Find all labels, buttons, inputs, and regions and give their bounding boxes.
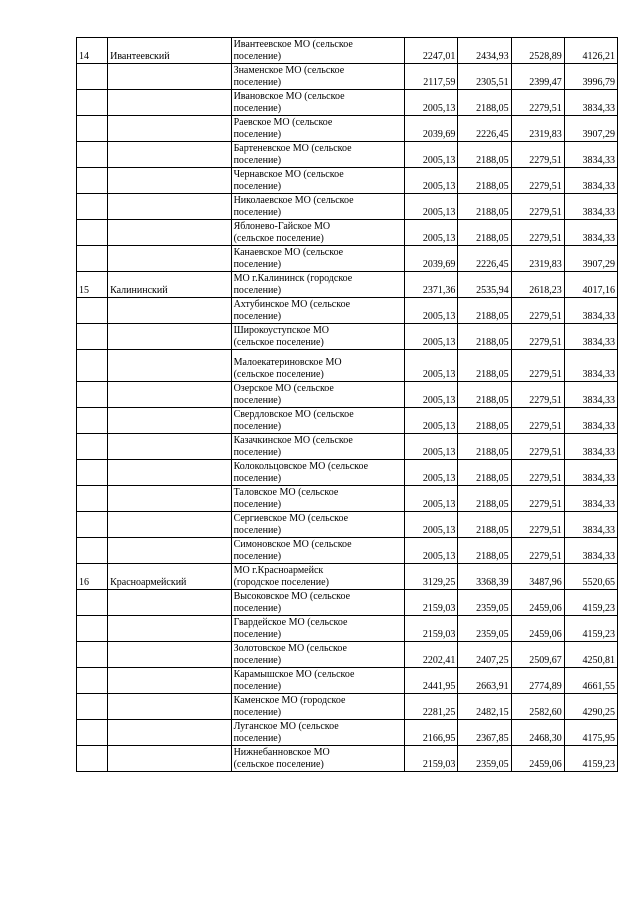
table-row (77, 408, 618, 434)
row-number-cell (77, 460, 108, 486)
municipality-name-line: поселение) (233, 733, 282, 744)
row-number-cell: 14 (77, 38, 108, 64)
municipality-name-line: Гвардейское МО (сельское (233, 617, 348, 628)
municipality-name-line: поселение) (233, 395, 282, 406)
municipality-cell (231, 668, 405, 694)
row-number-cell (77, 538, 108, 564)
value-cell-2: 2188,05 (458, 408, 511, 434)
municipality-name-line: поселение) (233, 129, 282, 140)
value-cell-4: 3834,33 (564, 350, 617, 382)
value-cell-2: 2188,05 (458, 434, 511, 460)
district-cell (108, 350, 231, 382)
municipality-cell (231, 538, 405, 564)
table-row (77, 324, 618, 350)
value-cell-2: 2226,45 (458, 116, 511, 142)
value-cell-3: 2279,51 (511, 538, 564, 564)
value-cell-3: 2279,51 (511, 298, 564, 324)
value-cell-3: 2279,51 (511, 382, 564, 408)
table-row (77, 142, 618, 168)
municipality-name-line: поселение) (233, 681, 282, 692)
municipality-cell (231, 486, 405, 512)
value-cell-3: 2279,51 (511, 350, 564, 382)
value-cell-1: 2005,13 (405, 142, 458, 168)
value-cell-3: 2618,23 (511, 272, 564, 298)
municipality-cell (231, 434, 405, 460)
municipality-name-line: (сельское поселение) (233, 759, 324, 770)
row-number-cell (77, 408, 108, 434)
row-number-cell (77, 668, 108, 694)
row-number-cell (77, 142, 108, 168)
value-cell-2: 2226,45 (458, 246, 511, 272)
value-cell-4: 3834,33 (564, 538, 617, 564)
value-cell-3: 2279,51 (511, 408, 564, 434)
row-number-cell (77, 512, 108, 538)
table-body (77, 38, 618, 772)
value-cell-1: 3129,25 (405, 564, 458, 590)
table-row (77, 220, 618, 246)
value-cell-3: 2279,51 (511, 512, 564, 538)
value-cell-2: 2359,05 (458, 616, 511, 642)
municipality-name-line: Знаменское МО (сельское (233, 65, 345, 76)
table-row (77, 350, 618, 382)
value-cell-1: 2441,95 (405, 668, 458, 694)
municipality-cell (231, 460, 405, 486)
municipality-name-line: Карамышское МО (сельское (233, 669, 355, 680)
value-cell-4: 3834,33 (564, 486, 617, 512)
value-cell-4: 3834,33 (564, 194, 617, 220)
district-cell (108, 382, 231, 408)
municipality-name-line: поселение) (233, 77, 282, 88)
value-cell-1: 2039,69 (405, 246, 458, 272)
row-number-cell (77, 90, 108, 116)
table-row (77, 486, 618, 512)
municipality-cell (231, 564, 405, 590)
municipality-cell (231, 512, 405, 538)
value-cell-4: 3834,33 (564, 408, 617, 434)
table-row (77, 460, 618, 486)
value-cell-2: 2663,91 (458, 668, 511, 694)
municipality-cell (231, 350, 405, 382)
table-row (77, 694, 618, 720)
municipality-cell (231, 324, 405, 350)
district-cell (108, 460, 231, 486)
district-cell (108, 694, 231, 720)
district-cell (108, 512, 231, 538)
district-cell (108, 64, 231, 90)
value-cell-3: 2459,06 (511, 616, 564, 642)
value-cell-2: 2367,85 (458, 720, 511, 746)
municipality-name-line: поселение) (233, 285, 282, 296)
municipality-name-line: поселение) (233, 655, 282, 666)
table-row (77, 64, 618, 90)
value-cell-3: 2279,51 (511, 90, 564, 116)
row-number-cell (77, 382, 108, 408)
value-cell-2: 2188,05 (458, 142, 511, 168)
municipality-name-line: Озерское МО (сельское (233, 383, 334, 394)
row-number-cell (77, 694, 108, 720)
district-cell (108, 590, 231, 616)
value-cell-2: 2188,05 (458, 460, 511, 486)
row-number-cell (77, 220, 108, 246)
municipality-name-line: поселение) (233, 311, 282, 322)
value-cell-3: 2279,51 (511, 194, 564, 220)
value-cell-1: 2005,13 (405, 512, 458, 538)
table-row (77, 116, 618, 142)
row-number-cell (77, 616, 108, 642)
value-cell-1: 2005,13 (405, 298, 458, 324)
value-cell-1: 2005,13 (405, 324, 458, 350)
value-cell-4: 4159,23 (564, 616, 617, 642)
municipality-cell (231, 246, 405, 272)
municipality-name-line: Колокольцовское МО (сельское (233, 461, 369, 472)
municipality-name-line: Свердловское МО (сельское (233, 409, 354, 420)
district-cell (108, 538, 231, 564)
value-cell-2: 2188,05 (458, 194, 511, 220)
table-row (77, 434, 618, 460)
table-row (77, 720, 618, 746)
municipality-name-line: поселение) (233, 421, 282, 432)
municipality-name-line: поселение) (233, 259, 282, 270)
value-cell-4: 4159,23 (564, 590, 617, 616)
table-row (77, 616, 618, 642)
value-cell-3: 2468,30 (511, 720, 564, 746)
value-cell-1: 2005,13 (405, 168, 458, 194)
district-cell (108, 616, 231, 642)
value-cell-1: 2005,13 (405, 194, 458, 220)
row-number-cell (77, 246, 108, 272)
municipality-name-line: поселение) (233, 181, 282, 192)
value-cell-3: 2459,06 (511, 746, 564, 772)
municipality-name-line: поселение) (233, 499, 282, 510)
municipality-name-line: МО г.Красноармейск (233, 565, 324, 576)
district-cell (108, 668, 231, 694)
district-cell: Красноармейский (108, 564, 231, 590)
municipality-name-line: МО г.Калининск (городское (233, 273, 353, 284)
district-cell (108, 486, 231, 512)
value-cell-3: 2509,67 (511, 642, 564, 668)
value-cell-3: 2279,51 (511, 220, 564, 246)
row-number-cell (77, 168, 108, 194)
value-cell-4: 4175,95 (564, 720, 617, 746)
value-cell-3: 2279,51 (511, 486, 564, 512)
district-cell (108, 194, 231, 220)
value-cell-2: 3368,39 (458, 564, 511, 590)
value-cell-4: 3834,33 (564, 90, 617, 116)
row-number-cell (77, 642, 108, 668)
value-cell-1: 2159,03 (405, 616, 458, 642)
district-cell (108, 324, 231, 350)
table-row (77, 168, 618, 194)
value-cell-3: 2279,51 (511, 460, 564, 486)
district-cell (108, 434, 231, 460)
value-cell-3: 2279,51 (511, 168, 564, 194)
municipality-name-line: Ивановское МО (сельское (233, 91, 345, 102)
value-cell-3: 2279,51 (511, 324, 564, 350)
value-cell-3: 3487,96 (511, 564, 564, 590)
municipality-name-line: (городское поселение) (233, 577, 329, 588)
municipality-name-line: поселение) (233, 473, 282, 484)
municipality-cell (231, 616, 405, 642)
district-cell (108, 720, 231, 746)
table-row (77, 746, 618, 772)
municipality-name-line: поселение) (233, 447, 282, 458)
municipality-name-line: поселение) (233, 707, 282, 718)
value-cell-4: 3834,33 (564, 298, 617, 324)
municipality-name-line: (сельское поселение) (233, 369, 324, 380)
municipality-name-line: Казачкинское МО (сельское (233, 435, 353, 446)
tariff-table (76, 37, 618, 772)
municipality-name-line: поселение) (233, 525, 282, 536)
value-cell-2: 2188,05 (458, 486, 511, 512)
municipality-name-line: Широкоуступское МО (233, 325, 329, 336)
value-cell-4: 3996,79 (564, 64, 617, 90)
value-cell-4: 4290,25 (564, 694, 617, 720)
municipality-name-line: Высоковское МО (сельское (233, 591, 351, 602)
municipality-cell (231, 694, 405, 720)
municipality-name-line: Ахтубинское МО (сельское (233, 299, 351, 310)
municipality-cell (231, 142, 405, 168)
district-cell (108, 168, 231, 194)
municipality-cell (231, 746, 405, 772)
municipality-cell (231, 382, 405, 408)
value-cell-2: 2188,05 (458, 350, 511, 382)
row-number-cell (77, 64, 108, 90)
value-cell-4: 3834,33 (564, 220, 617, 246)
table-row (77, 246, 618, 272)
district-cell: Калининский (108, 272, 231, 298)
value-cell-3: 2459,06 (511, 590, 564, 616)
value-cell-2: 2188,05 (458, 512, 511, 538)
table-row (77, 668, 618, 694)
row-number-cell (77, 746, 108, 772)
municipality-name-line: Луганское МО (сельское (233, 721, 339, 732)
municipality-name-line: Канаевское МО (сельское (233, 247, 344, 258)
municipality-name-line: Каменское МО (городское (233, 695, 346, 706)
municipality-name-line: поселение) (233, 207, 282, 218)
value-cell-3: 2279,51 (511, 434, 564, 460)
value-cell-1: 2371,36 (405, 272, 458, 298)
district-cell (108, 116, 231, 142)
municipality-name-line: Чернавское МО (сельское (233, 169, 344, 180)
municipality-name-line: Золотовское МО (сельское (233, 643, 347, 654)
municipality-name-line: поселение) (233, 103, 282, 114)
municipality-name-line: Нижнебанновское МО (233, 747, 330, 758)
value-cell-3: 2279,51 (511, 142, 564, 168)
table-row (77, 538, 618, 564)
district-cell (108, 90, 231, 116)
value-cell-4: 3834,33 (564, 142, 617, 168)
value-cell-2: 2188,05 (458, 538, 511, 564)
value-cell-2: 2482,15 (458, 694, 511, 720)
value-cell-4: 3907,29 (564, 246, 617, 272)
value-cell-1: 2247,01 (405, 38, 458, 64)
row-number-cell (77, 720, 108, 746)
value-cell-3: 2319,83 (511, 246, 564, 272)
municipality-name-line: Ивантеевское МО (сельское (233, 39, 353, 50)
district-cell (108, 220, 231, 246)
value-cell-3: 2582,60 (511, 694, 564, 720)
value-cell-1: 2159,03 (405, 746, 458, 772)
value-cell-1: 2005,13 (405, 90, 458, 116)
municipality-name-line: Бартеневское МО (сельское (233, 143, 352, 154)
table-row (77, 382, 618, 408)
municipality-name-line: поселение) (233, 629, 282, 640)
value-cell-4: 3834,33 (564, 382, 617, 408)
value-cell-2: 2188,05 (458, 220, 511, 246)
municipality-cell (231, 90, 405, 116)
municipality-name-line: поселение) (233, 155, 282, 166)
district-cell: Ивантеевский (108, 38, 231, 64)
value-cell-1: 2005,13 (405, 460, 458, 486)
municipality-cell (231, 642, 405, 668)
table-row (77, 512, 618, 538)
district-cell (108, 298, 231, 324)
value-cell-2: 2359,05 (458, 590, 511, 616)
value-cell-4: 3834,33 (564, 512, 617, 538)
value-cell-4: 3907,29 (564, 116, 617, 142)
value-cell-3: 2774,89 (511, 668, 564, 694)
value-cell-2: 2535,94 (458, 272, 511, 298)
value-cell-1: 2005,13 (405, 220, 458, 246)
value-cell-4: 4017,16 (564, 272, 617, 298)
value-cell-1: 2005,13 (405, 382, 458, 408)
municipality-cell (231, 116, 405, 142)
value-cell-1: 2281,25 (405, 694, 458, 720)
municipality-name-line: Николаевское МО (сельское (233, 195, 354, 206)
value-cell-4: 4250,81 (564, 642, 617, 668)
municipality-name-line: Сергиевское МО (сельское (233, 513, 349, 524)
municipality-name-line: Раевское МО (сельское (233, 117, 333, 128)
value-cell-4: 3834,33 (564, 434, 617, 460)
district-cell (108, 642, 231, 668)
value-cell-4: 5520,65 (564, 564, 617, 590)
municipality-name-line: (сельское поселение) (233, 337, 324, 348)
table-row (77, 642, 618, 668)
value-cell-2: 2188,05 (458, 168, 511, 194)
row-number-cell (77, 194, 108, 220)
value-cell-4: 3834,33 (564, 168, 617, 194)
value-cell-2: 2188,05 (458, 324, 511, 350)
row-number-cell (77, 486, 108, 512)
value-cell-3: 2528,89 (511, 38, 564, 64)
municipality-cell (231, 298, 405, 324)
municipality-cell (231, 168, 405, 194)
municipality-cell (231, 720, 405, 746)
value-cell-4: 4661,55 (564, 668, 617, 694)
municipality-name-line: поселение) (233, 51, 282, 62)
district-cell (108, 246, 231, 272)
table-row (77, 194, 618, 220)
municipality-cell (231, 220, 405, 246)
municipality-name-line: Таловское МО (сельское (233, 487, 339, 498)
row-number-cell: 15 (77, 272, 108, 298)
value-cell-2: 2434,93 (458, 38, 511, 64)
municipality-cell (231, 408, 405, 434)
municipality-name-line: (сельское поселение) (233, 233, 324, 244)
row-number-cell (77, 298, 108, 324)
row-number-cell (77, 434, 108, 460)
value-cell-1: 2159,03 (405, 590, 458, 616)
row-number-cell: 16 (77, 564, 108, 590)
value-cell-4: 4159,23 (564, 746, 617, 772)
row-number-cell (77, 116, 108, 142)
value-cell-1: 2005,13 (405, 350, 458, 382)
table-row (77, 564, 618, 590)
value-cell-4: 3834,33 (564, 460, 617, 486)
district-cell (108, 746, 231, 772)
municipality-cell (231, 194, 405, 220)
value-cell-2: 2188,05 (458, 382, 511, 408)
municipality-cell (231, 590, 405, 616)
district-cell (108, 408, 231, 434)
value-cell-2: 2359,05 (458, 746, 511, 772)
value-cell-1: 2202,41 (405, 642, 458, 668)
value-cell-4: 3834,33 (564, 324, 617, 350)
municipality-cell (231, 272, 405, 298)
municipality-name-line: Симоновское МО (сельское (233, 539, 352, 550)
table-row (77, 38, 618, 64)
value-cell-2: 2188,05 (458, 90, 511, 116)
district-cell (108, 142, 231, 168)
municipality-name-line: Малоекатериновское МО (233, 357, 342, 368)
table-row (77, 590, 618, 616)
municipality-name-line: поселение) (233, 551, 282, 562)
value-cell-1: 2005,13 (405, 408, 458, 434)
value-cell-1: 2039,69 (405, 116, 458, 142)
municipality-name-line: Яблонево-Гайское МО (233, 221, 331, 232)
value-cell-2: 2407,25 (458, 642, 511, 668)
value-cell-3: 2319,83 (511, 116, 564, 142)
value-cell-1: 2166,95 (405, 720, 458, 746)
value-cell-1: 2117,59 (405, 64, 458, 90)
table-row (77, 298, 618, 324)
row-number-cell (77, 350, 108, 382)
value-cell-1: 2005,13 (405, 486, 458, 512)
row-number-cell (77, 590, 108, 616)
value-cell-3: 2399,47 (511, 64, 564, 90)
value-cell-2: 2188,05 (458, 298, 511, 324)
municipality-name-line: поселение) (233, 603, 282, 614)
row-number-cell (77, 324, 108, 350)
table-row (77, 90, 618, 116)
table-row (77, 272, 618, 298)
municipality-cell (231, 64, 405, 90)
value-cell-1: 2005,13 (405, 538, 458, 564)
municipality-cell (231, 38, 405, 64)
value-cell-1: 2005,13 (405, 434, 458, 460)
value-cell-4: 4126,21 (564, 38, 617, 64)
value-cell-2: 2305,51 (458, 64, 511, 90)
